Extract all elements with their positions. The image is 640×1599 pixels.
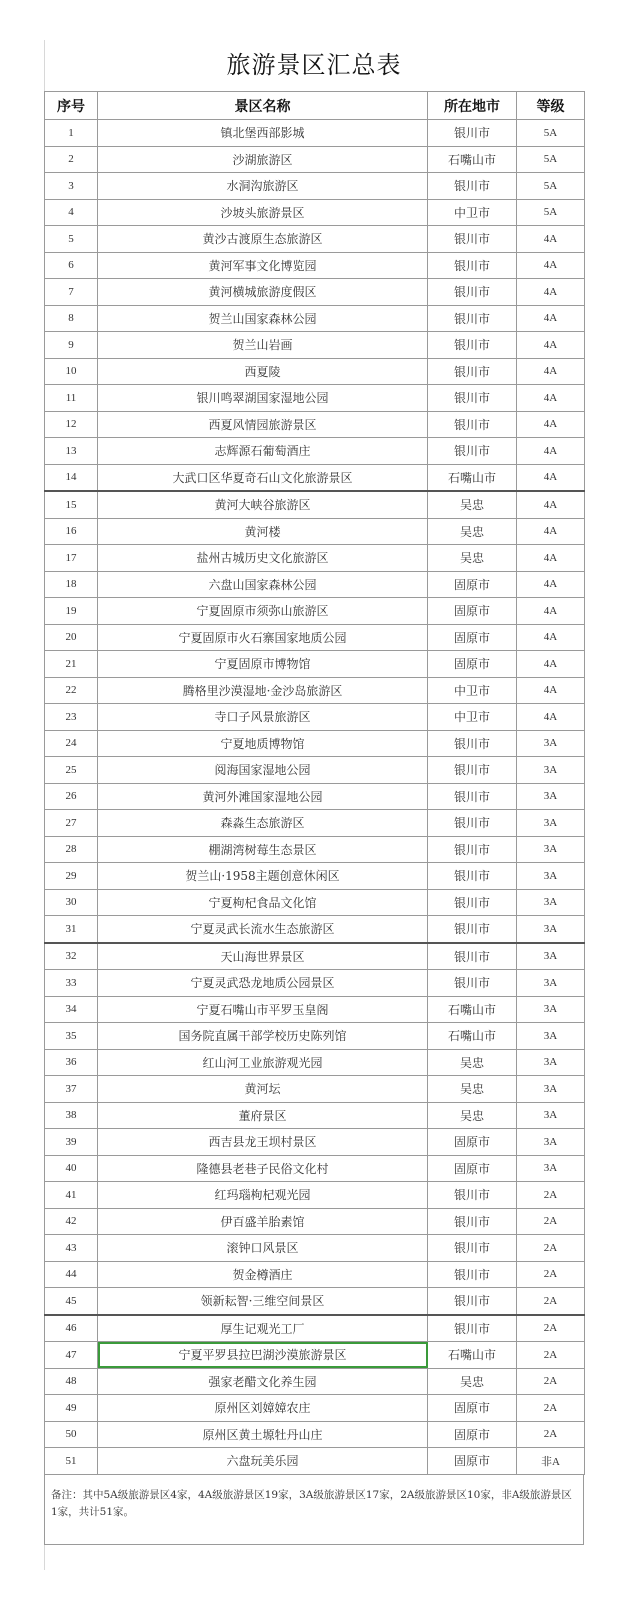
cell-index[interactable]: 38 [45,1102,98,1129]
cell-scenic-name[interactable]: 六盘山国家森林公园 [98,571,428,598]
table-row [45,810,585,837]
cell-scenic-name[interactable]: 宁夏枸杞食品文化馆 [98,889,428,916]
table-row [45,411,585,438]
cell-grade[interactable]: 4A [517,624,585,651]
cell-grade[interactable]: 4A [517,545,585,572]
cell-index[interactable]: 16 [45,518,98,545]
header-row [45,92,585,120]
cell-city[interactable]: 石嘴山市 [428,464,517,491]
table-row [45,120,585,147]
cell-grade[interactable]: 3A [517,1102,585,1129]
cell-grade[interactable]: 4A [517,518,585,545]
cell-grade[interactable]: 3A [517,1129,585,1156]
cell-grade[interactable]: 2A [517,1368,585,1395]
cell-grade[interactable]: 5A [517,146,585,173]
table-row [45,491,585,518]
cell-index[interactable]: 39 [45,1129,98,1156]
cell-city[interactable]: 银川市 [428,783,517,810]
cell-grade[interactable]: 5A [517,120,585,147]
cell-city[interactable]: 银川市 [428,1261,517,1288]
cell-scenic-name[interactable]: 原州区刘嫜嫜农庄 [98,1395,428,1422]
table-row [45,1368,585,1395]
cell-scenic-name[interactable]: 宁夏固原市博物馆 [98,651,428,678]
cell-index[interactable]: 12 [45,411,98,438]
cell-city[interactable]: 固原市 [428,1155,517,1182]
cell-scenic-name[interactable]: 水洞沟旅游区 [98,173,428,200]
cell-grade[interactable]: 4A [517,571,585,598]
cell-scenic-name[interactable]: 六盘玩美乐园 [98,1448,428,1475]
cell-scenic-name[interactable]: 宁夏灵武恐龙地质公园景区 [98,970,428,997]
cell-city[interactable]: 银川市 [428,252,517,279]
table-row [45,730,585,757]
cell-index[interactable]: 44 [45,1261,98,1288]
cell-grade[interactable]: 3A [517,970,585,997]
cell-city[interactable]: 吴忠 [428,1102,517,1129]
cell-scenic-name[interactable]: 森淼生态旅游区 [98,810,428,837]
cell-city[interactable]: 吴忠 [428,545,517,572]
cell-index[interactable]: 2 [45,146,98,173]
cell-city[interactable]: 银川市 [428,1182,517,1209]
cell-scenic-name[interactable]: 原州区黄土塬牡丹山庄 [98,1421,428,1448]
cell-grade[interactable]: 3A [517,889,585,916]
cell-grade[interactable]: 3A [517,1155,585,1182]
cell-index[interactable]: 29 [45,863,98,890]
cell-scenic-name[interactable]: 贺兰山国家森林公园 [98,305,428,332]
cell-city[interactable]: 固原市 [428,1448,517,1475]
cell-city[interactable]: 银川市 [428,305,517,332]
cell-scenic-name[interactable]: 国务院直属干部学校历史陈列馆 [98,1023,428,1050]
cell-city[interactable]: 银川市 [428,1235,517,1262]
cell-index[interactable]: 21 [45,651,98,678]
cell-index[interactable]: 31 [45,916,98,943]
table-row [45,1235,585,1262]
scenic-spots-table [44,91,585,1475]
cell-grade[interactable]: 3A [517,1049,585,1076]
table-row [45,704,585,731]
cell-grade[interactable]: 2A [517,1208,585,1235]
cell-grade[interactable]: 2A [517,1288,585,1315]
footnote-cell[interactable]: 备注：其中5A级旅游景区4家，4A级旅游景区19家，3A级旅游景区17家，2A级旅游景区10家，非A级旅游景区1家，共计51家。 [44,1475,584,1545]
cell-grade[interactable]: 4A [517,385,585,412]
cell-index[interactable]: 6 [45,252,98,279]
cell-scenic-name[interactable]: 宁夏平罗县拉巴湖沙漠旅游景区 [98,1342,428,1369]
cell-grade[interactable]: 2A [517,1421,585,1448]
table-row [45,252,585,279]
cell-index[interactable]: 43 [45,1235,98,1262]
cell-index[interactable]: 7 [45,279,98,306]
cell-index[interactable]: 26 [45,783,98,810]
cell-city[interactable]: 吴忠 [428,518,517,545]
cell-scenic-name[interactable]: 天山海世界景区 [98,943,428,970]
cell-scenic-name[interactable]: 黄河横城旅游度假区 [98,279,428,306]
cell-city[interactable]: 银川市 [428,438,517,465]
cell-city[interactable]: 银川市 [428,916,517,943]
table-row [45,1421,585,1448]
cell-index[interactable]: 11 [45,385,98,412]
cell-grade[interactable]: 3A [517,810,585,837]
cell-city[interactable]: 银川市 [428,863,517,890]
cell-index[interactable]: 33 [45,970,98,997]
cell-index[interactable]: 25 [45,757,98,784]
cell-scenic-name[interactable]: 黄河大峡谷旅游区 [98,491,428,518]
cell-scenic-name[interactable]: 银川鸣翠湖国家湿地公园 [98,385,428,412]
table-row [45,1076,585,1103]
cell-scenic-name[interactable]: 贺金樽酒庄 [98,1261,428,1288]
cell-grade[interactable]: 2A [517,1182,585,1209]
cell-scenic-name[interactable]: 黄河外滩国家湿地公园 [98,783,428,810]
table-row [45,1261,585,1288]
cell-scenic-name[interactable]: 宁夏固原市须弥山旅游区 [98,598,428,625]
cell-scenic-name[interactable]: 黄河坛 [98,1076,428,1103]
cell-city[interactable]: 银川市 [428,385,517,412]
cell-city[interactable]: 固原市 [428,624,517,651]
cell-index[interactable]: 30 [45,889,98,916]
cell-city[interactable]: 银川市 [428,173,517,200]
cell-scenic-name[interactable]: 贺兰山·1958主题创意休闲区 [98,863,428,890]
cell-scenic-name[interactable]: 沙坡头旅游景区 [98,199,428,226]
cell-index[interactable]: 22 [45,677,98,704]
cell-city[interactable]: 石嘴山市 [428,1342,517,1369]
table-row [45,1342,585,1369]
cell-grade[interactable]: 3A [517,783,585,810]
cell-city[interactable]: 银川市 [428,358,517,385]
cell-city[interactable]: 银川市 [428,1288,517,1315]
cell-index[interactable]: 37 [45,1076,98,1103]
cell-city[interactable]: 银川市 [428,730,517,757]
cell-index[interactable]: 36 [45,1049,98,1076]
cell-index[interactable]: 8 [45,305,98,332]
cell-index[interactable]: 32 [45,943,98,970]
table-row [45,863,585,890]
cell-scenic-name[interactable]: 黄河楼 [98,518,428,545]
cell-index[interactable]: 46 [45,1315,98,1342]
cell-grade[interactable]: 非A [517,1448,585,1475]
table-row [45,1023,585,1050]
cell-index[interactable]: 1 [45,120,98,147]
table-row [45,889,585,916]
cell-grade[interactable]: 2A [517,1395,585,1422]
table-row [45,464,585,491]
cell-grade[interactable]: 3A [517,730,585,757]
cell-grade[interactable]: 4A [517,252,585,279]
cell-grade[interactable]: 5A [517,199,585,226]
cell-city[interactable]: 固原市 [428,598,517,625]
cell-scenic-name[interactable]: 寺口子风景旅游区 [98,704,428,731]
cell-scenic-name[interactable]: 宁夏灵武长流水生态旅游区 [98,916,428,943]
cell-scenic-name[interactable]: 阅海国家湿地公园 [98,757,428,784]
cell-city[interactable]: 吴忠 [428,1076,517,1103]
cell-scenic-name[interactable]: 志辉源石葡萄酒庄 [98,438,428,465]
cell-scenic-name[interactable]: 西夏风情园旅游景区 [98,411,428,438]
cell-city[interactable]: 固原市 [428,651,517,678]
cell-grade[interactable]: 3A [517,943,585,970]
cell-index[interactable]: 10 [45,358,98,385]
cell-city[interactable]: 银川市 [428,810,517,837]
cell-index[interactable]: 23 [45,704,98,731]
cell-scenic-name[interactable]: 宁夏石嘴山市平罗玉皇阁 [98,996,428,1023]
table-row [45,438,585,465]
cell-grade[interactable]: 3A [517,863,585,890]
table-row [45,518,585,545]
table-row [45,943,585,970]
header-city[interactable]: 所在地市 [428,92,517,120]
cell-grade[interactable]: 3A [517,996,585,1023]
table-row [45,996,585,1023]
cell-grade[interactable]: 3A [517,1023,585,1050]
cell-scenic-name[interactable]: 领新耘智·三维空间景区 [98,1288,428,1315]
cell-index[interactable]: 35 [45,1023,98,1050]
cell-scenic-name[interactable]: 黄河军事文化博览园 [98,252,428,279]
cell-grade[interactable]: 4A [517,305,585,332]
cell-city[interactable]: 银川市 [428,279,517,306]
table-row [45,1208,585,1235]
cell-index[interactable]: 27 [45,810,98,837]
cell-index[interactable]: 5 [45,226,98,253]
cell-grade[interactable]: 4A [517,651,585,678]
cell-index[interactable]: 50 [45,1421,98,1448]
cell-scenic-name[interactable]: 红山河工业旅游观光园 [98,1049,428,1076]
cell-scenic-name[interactable]: 董府景区 [98,1102,428,1129]
cell-city[interactable]: 石嘴山市 [428,1023,517,1050]
table-row [45,836,585,863]
cell-index[interactable]: 14 [45,464,98,491]
cell-city[interactable]: 吴忠 [428,1368,517,1395]
cell-index[interactable]: 41 [45,1182,98,1209]
table-row [45,1102,585,1129]
cell-scenic-name[interactable]: 隆德县老巷子民俗文化村 [98,1155,428,1182]
table-row [45,146,585,173]
header-grade[interactable]: 等级 [517,92,585,120]
cell-scenic-name[interactable]: 贺兰山岩画 [98,332,428,359]
cell-index[interactable]: 3 [45,173,98,200]
table-row [45,598,585,625]
table-row [45,757,585,784]
header-index[interactable]: 序号 [45,92,98,120]
cell-city[interactable]: 银川市 [428,226,517,253]
cell-scenic-name[interactable]: 黄沙古渡原生态旅游区 [98,226,428,253]
cell-city[interactable]: 银川市 [428,943,517,970]
cell-index[interactable]: 9 [45,332,98,359]
cell-city[interactable]: 银川市 [428,332,517,359]
table-row [45,916,585,943]
header-name[interactable]: 景区名称 [98,92,428,120]
cell-grade[interactable]: 3A [517,916,585,943]
cell-index[interactable]: 18 [45,571,98,598]
cell-grade[interactable]: 4A [517,226,585,253]
cell-scenic-name[interactable]: 棚湖湾树莓生态景区 [98,836,428,863]
cell-scenic-name[interactable]: 腾格里沙漠湿地·金沙岛旅游区 [98,677,428,704]
cell-index[interactable]: 20 [45,624,98,651]
cell-city[interactable]: 固原市 [428,1129,517,1156]
cell-city[interactable]: 银川市 [428,757,517,784]
cell-index[interactable]: 19 [45,598,98,625]
cell-city[interactable]: 固原市 [428,1395,517,1422]
cell-city[interactable]: 银川市 [428,120,517,147]
cell-grade[interactable]: 4A [517,464,585,491]
cell-scenic-name[interactable]: 厚生记观光工厂 [98,1315,428,1342]
cell-grade[interactable]: 3A [517,836,585,863]
cell-city[interactable]: 银川市 [428,411,517,438]
cell-city[interactable]: 吴忠 [428,1049,517,1076]
cell-city[interactable]: 银川市 [428,836,517,863]
cell-scenic-name[interactable]: 宁夏固原市火石寨国家地质公园 [98,624,428,651]
cell-scenic-name[interactable]: 伊百盛羊胎素馆 [98,1208,428,1235]
table-row [45,677,585,704]
cell-scenic-name[interactable]: 西夏陵 [98,358,428,385]
cell-scenic-name[interactable]: 滚钟口风景区 [98,1235,428,1262]
cell-city[interactable]: 石嘴山市 [428,996,517,1023]
cell-grade[interactable]: 5A [517,173,585,200]
table-row [45,1315,585,1342]
cell-city[interactable]: 固原市 [428,571,517,598]
cell-index[interactable]: 49 [45,1395,98,1422]
cell-scenic-name[interactable]: 沙湖旅游区 [98,146,428,173]
cell-city[interactable]: 吴忠 [428,491,517,518]
cell-grade[interactable]: 4A [517,358,585,385]
cell-grade[interactable]: 4A [517,491,585,518]
cell-scenic-name[interactable]: 西吉县龙王坝村景区 [98,1129,428,1156]
spreadsheet [44,40,584,1545]
table-row [45,1049,585,1076]
table-row [45,545,585,572]
cell-index[interactable]: 34 [45,996,98,1023]
cell-index[interactable]: 40 [45,1155,98,1182]
cell-city[interactable]: 中卫市 [428,199,517,226]
cell-city[interactable]: 银川市 [428,889,517,916]
cell-grade[interactable]: 4A [517,411,585,438]
cell-grade[interactable]: 4A [517,279,585,306]
table-row [45,571,585,598]
cell-scenic-name[interactable]: 盐州古城历史文化旅游区 [98,545,428,572]
cell-city[interactable]: 中卫市 [428,704,517,731]
cell-city[interactable]: 银川市 [428,970,517,997]
table-row [45,624,585,651]
table-row [45,783,585,810]
cell-scenic-name[interactable]: 强家老醋文化养生园 [98,1368,428,1395]
table-row [45,651,585,678]
cell-index[interactable]: 47 [45,1342,98,1369]
table-row [45,1182,585,1209]
cell-grade[interactable]: 3A [517,1076,585,1103]
cell-index[interactable]: 15 [45,491,98,518]
cell-index[interactable]: 45 [45,1288,98,1315]
cell-index[interactable]: 28 [45,836,98,863]
table-row [45,385,585,412]
cell-city[interactable]: 石嘴山市 [428,146,517,173]
cell-grade[interactable]: 4A [517,677,585,704]
cell-city[interactable]: 固原市 [428,1421,517,1448]
cell-scenic-name[interactable]: 红玛瑙枸杞观光园 [98,1182,428,1209]
cell-city[interactable]: 银川市 [428,1315,517,1342]
cell-city[interactable]: 银川市 [428,1208,517,1235]
table-row [45,332,585,359]
table-row [45,358,585,385]
cell-index[interactable]: 24 [45,730,98,757]
table-row [45,199,585,226]
cell-index[interactable]: 17 [45,545,98,572]
cell-grade[interactable]: 2A [517,1235,585,1262]
table-body [45,120,585,1475]
cell-scenic-name[interactable]: 镇北堡西部影城 [98,120,428,147]
table-row [45,970,585,997]
table-row [45,1129,585,1156]
cell-index[interactable]: 48 [45,1368,98,1395]
cell-index[interactable]: 4 [45,199,98,226]
cell-grade[interactable]: 4A [517,598,585,625]
table-row [45,279,585,306]
cell-grade[interactable]: 4A [517,332,585,359]
cell-index[interactable]: 42 [45,1208,98,1235]
cell-grade[interactable]: 2A [517,1315,585,1342]
cell-grade[interactable]: 4A [517,704,585,731]
cell-grade[interactable]: 2A [517,1342,585,1369]
cell-city[interactable]: 中卫市 [428,677,517,704]
cell-grade[interactable]: 2A [517,1261,585,1288]
table-row [45,1288,585,1315]
cell-grade[interactable]: 3A [517,757,585,784]
table-row [45,1395,585,1422]
table-row [45,1155,585,1182]
cell-scenic-name[interactable]: 大武口区华夏奇石山文化旅游景区 [98,464,428,491]
cell-grade[interactable]: 4A [517,438,585,465]
cell-index[interactable]: 13 [45,438,98,465]
table-title: 旅游景区汇总表 [226,51,402,79]
table-row [45,173,585,200]
cell-scenic-name[interactable]: 宁夏地质博物馆 [98,730,428,757]
table-row [45,1448,585,1475]
table-row [45,305,585,332]
cell-index[interactable]: 51 [45,1448,98,1475]
table-row [45,226,585,253]
